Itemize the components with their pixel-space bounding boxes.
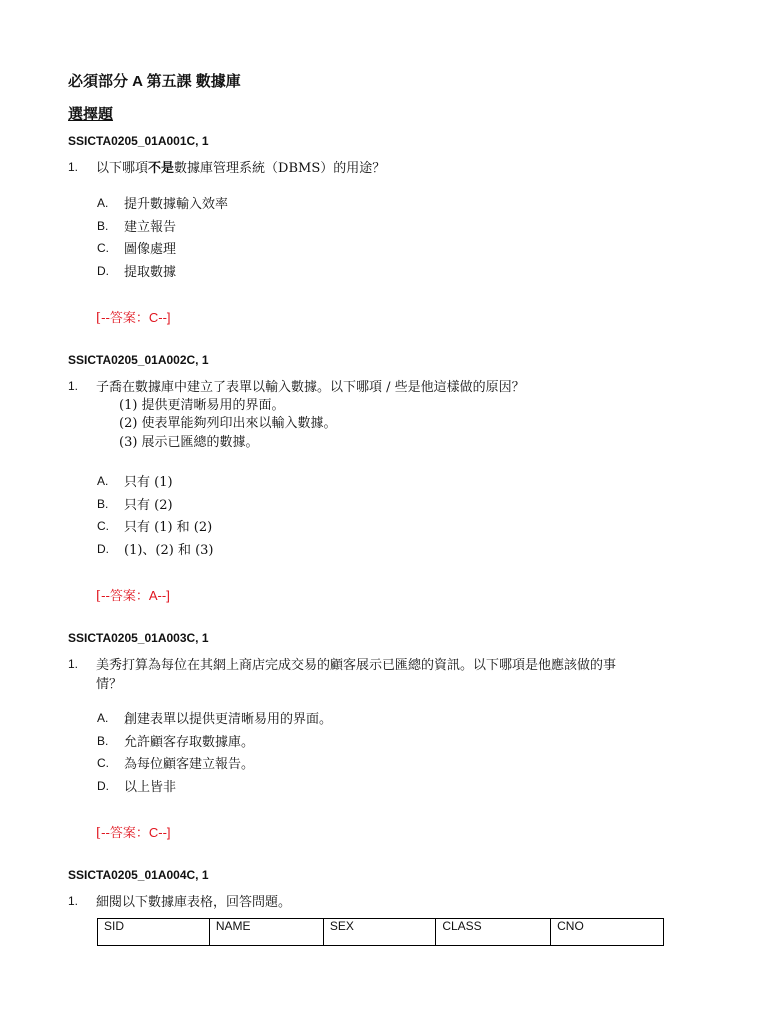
statement: (2) 使表單能夠列印出來以輸入數據。 xyxy=(119,416,337,431)
option-letter: B. xyxy=(97,734,109,748)
option-letter: D. xyxy=(97,779,109,793)
option-letter: C. xyxy=(97,756,109,770)
option-text: 只有 (1) xyxy=(124,475,173,490)
table-header-row xyxy=(98,919,664,946)
answer: [--答案：C--] xyxy=(96,310,171,326)
emphasis-text: 不是 xyxy=(148,161,175,176)
option-text: 以上皆非 xyxy=(124,780,177,795)
statement: (1) 提供更清晰易用的界面。 xyxy=(119,398,285,413)
question-text-line: 美秀打算為每位在其網上商店完成交易的顧客展示已匯總的資訊。以下哪項是他應該做的事 xyxy=(96,658,617,673)
option-text: 創建表單以提供更清晰易用的界面。 xyxy=(124,712,333,727)
question-text: 子喬在數據庫中建立了表單以輸入數據。以下哪項 / 些是他這樣做的原因？ xyxy=(96,380,525,395)
option-text: 只有 (2) xyxy=(124,498,173,513)
answer: [--答案：C--] xyxy=(96,825,171,841)
table-header-cell: SEX xyxy=(323,919,435,946)
option-letter: B. xyxy=(97,497,109,511)
option-letter: A. xyxy=(97,196,109,210)
statement: (3) 展示已匯總的數據。 xyxy=(119,435,259,450)
question-code: SSICTA0205_01A004C, 1 xyxy=(68,868,209,882)
table-header-cell: NAME xyxy=(209,919,323,946)
option-letter: B. xyxy=(97,219,109,233)
question-number: 1. xyxy=(68,657,79,671)
option-text: 提升數據輸入效率 xyxy=(124,197,229,212)
question-number: 1. xyxy=(68,379,79,393)
question-number: 1. xyxy=(68,160,79,174)
option-text: 為每位顧客建立報告。 xyxy=(124,757,255,772)
table-header-cell: CNO xyxy=(551,919,664,946)
question-code: SSICTA0205_01A002C, 1 xyxy=(68,353,209,367)
answer: [--答案：A--] xyxy=(96,588,170,604)
question-text-line: 情？ xyxy=(96,677,123,692)
page-title: 必須部分 A 第五課 數據庫 xyxy=(68,73,241,90)
question-number: 1. xyxy=(68,894,79,908)
option-text: 建立報告 xyxy=(124,220,177,235)
question-text: 細閱以下數據庫表格，回答問題。 xyxy=(96,895,292,910)
option-text: 提取數據 xyxy=(124,265,177,280)
question-code: SSICTA0205_01A001C, 1 xyxy=(68,134,209,148)
option-text: (1)、(2) 和 (3) xyxy=(124,543,214,558)
option-text: 允許顧客存取數據庫。 xyxy=(124,735,255,750)
question-text: 以下哪項不是數據庫管理系統（DBMS）的用途？ xyxy=(96,161,386,176)
option-letter: D. xyxy=(97,542,109,556)
option-letter: C. xyxy=(97,241,109,255)
option-letter: A. xyxy=(97,711,109,725)
option-letter: C. xyxy=(97,519,109,533)
option-letter: A. xyxy=(97,474,109,488)
section-heading: 選擇題 xyxy=(68,106,114,123)
table-header-cell: CLASS xyxy=(436,919,551,946)
option-letter: D. xyxy=(97,264,109,278)
question-code: SSICTA0205_01A003C, 1 xyxy=(68,631,209,645)
option-text: 只有 (1) 和 (2) xyxy=(124,520,213,535)
option-text: 圖像處理 xyxy=(124,242,177,257)
database-table xyxy=(97,918,664,946)
table-header-cell: SID xyxy=(98,919,210,946)
